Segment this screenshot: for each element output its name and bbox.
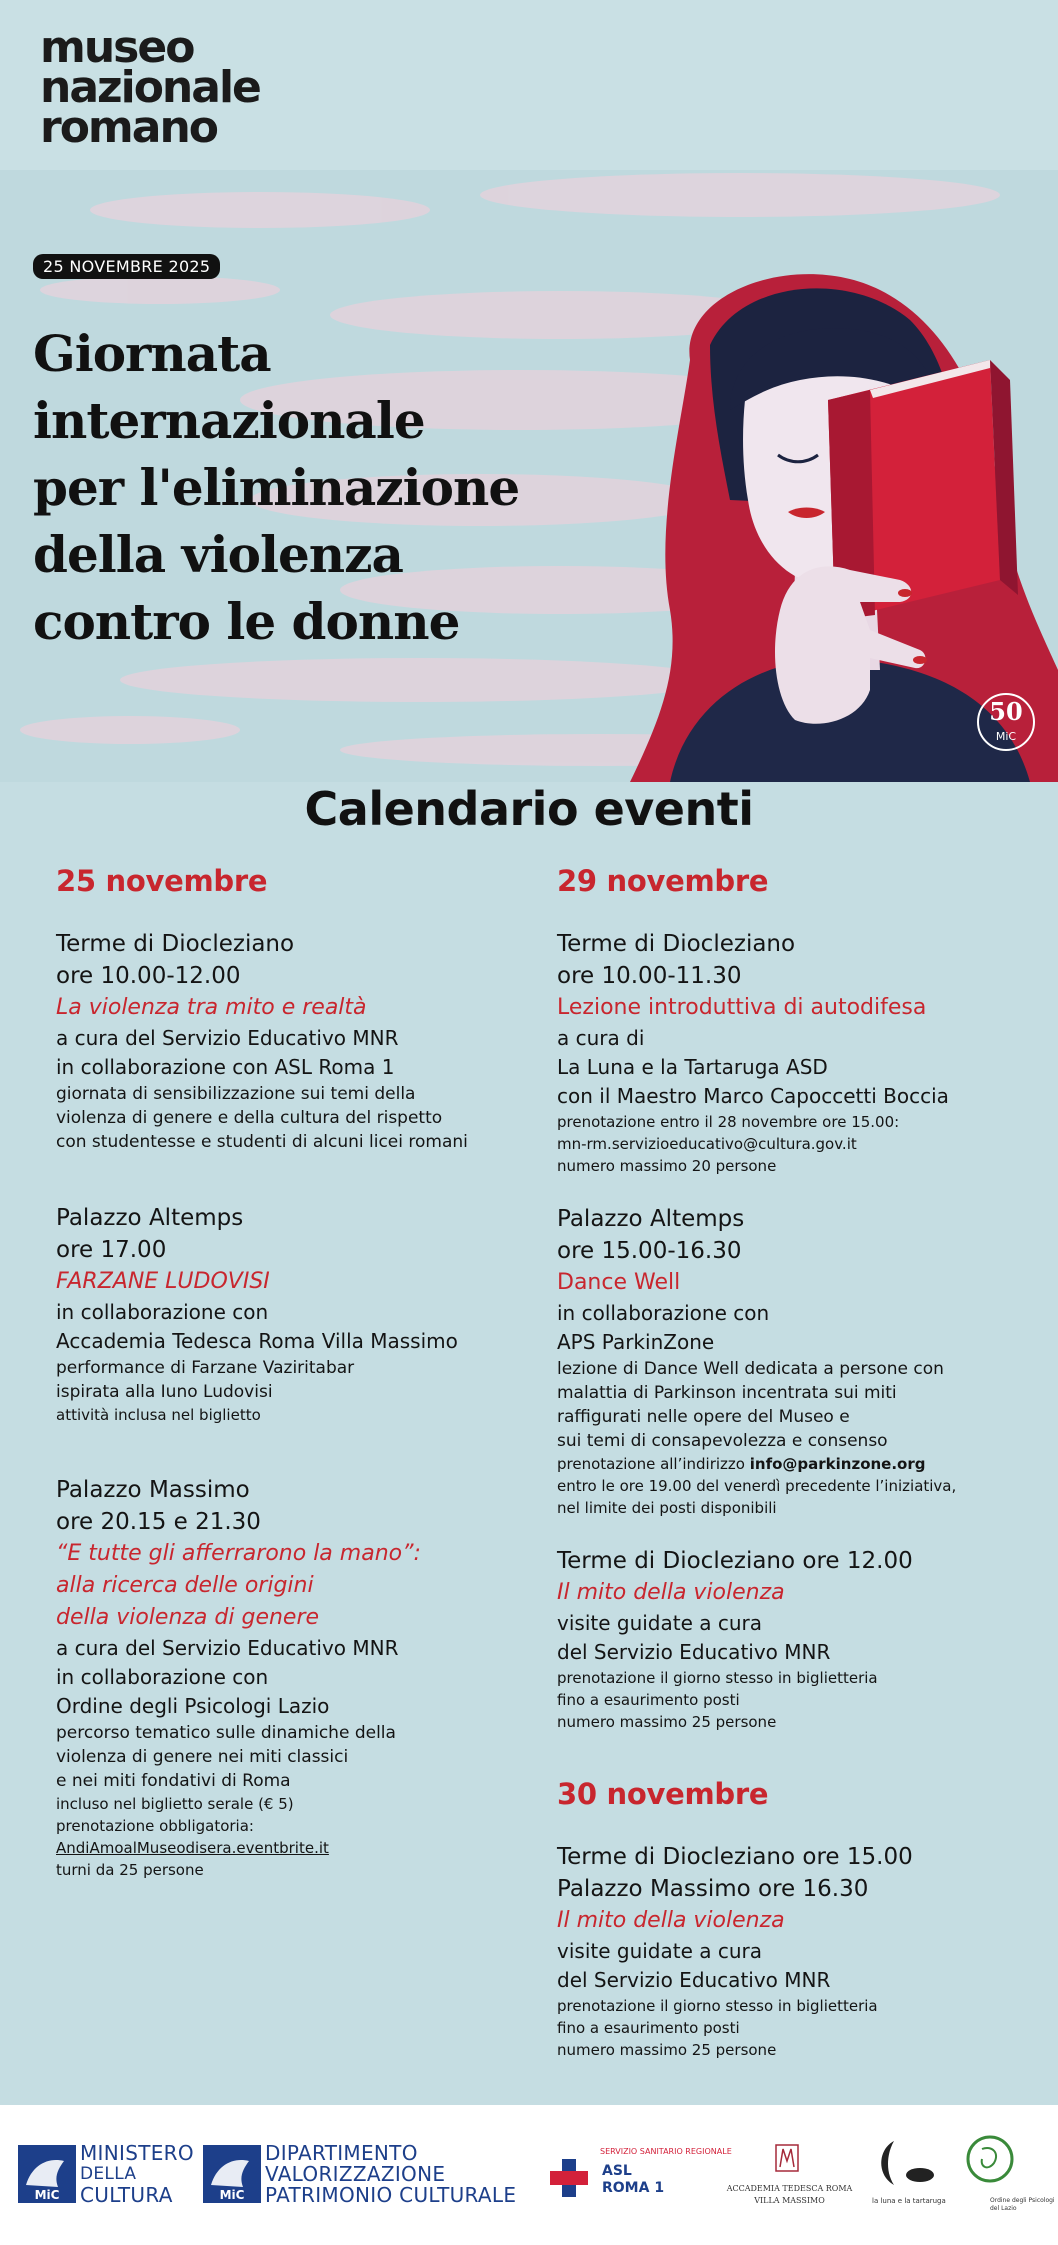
event-block [557,1841,1037,2061]
logo-text-line: DELLA [80,2164,137,2184]
logo-text-line: ASL [602,2163,632,2179]
event-description: con studentesse e studenti di alcuni licei romani [56,1132,468,1152]
event-detail: a cura del Servizio Educativo MNR [56,1636,399,1660]
event-block [56,1474,536,1881]
event-name: “E tutte gli afferrarono la mano”: [56,1541,421,1566]
mic-badge-label: MiC [219,2188,245,2202]
event-detail: in collaborazione con [56,1665,269,1689]
mic-badge-label: MiC [34,2188,60,2202]
logo-text-line: DIPARTIMENTO [265,2141,418,2165]
booking-line [557,1453,1037,1475]
hero-title-line: per l'eliminazione [33,458,520,517]
event-note: prenotazione il giorno stesso in biglietteria [557,1669,878,1687]
logo-text-line: VALORIZZAZIONE [265,2162,446,2186]
event-description: ispirata alla Iuno Ludovisi [56,1382,273,1402]
calendar-right-column [557,864,1037,2061]
day-heading: 25 novembre [56,864,268,898]
event-block [56,1202,536,1426]
event-description: lezione di Dance Well dedicata a persone con [557,1359,944,1379]
event-note: attività inclusa nel biglietto [56,1406,261,1424]
hero-title-line: della violenza [33,525,403,584]
event-detail: visite guidate a cura [557,1611,763,1635]
event-detail: in collaborazione con ASL Roma 1 [56,1055,395,1079]
luna-tartaruga-label: la luna e la tartaruga [872,2197,946,2205]
event-location: Palazzo Massimo [56,1477,250,1503]
museo-logo[interactable] [40,22,260,153]
event-location: Terme di Diocleziano [56,931,295,957]
logo-text-line: CULTURA [80,2183,173,2207]
luna-tartaruga-logo-icon [872,2137,942,2193]
event-note: numero massimo 25 persone [557,1713,777,1731]
event-note: incluso nel biglietto serale (€ 5) [56,1795,294,1813]
event-name: FARZANE LUDOVISI [56,1269,270,1294]
event-location: Terme di Diocleziano [557,931,796,957]
event-description: performance di Farzane Vaziritabar [56,1358,355,1378]
event-note: prenotazione il giorno stesso in biglietteria [557,1997,878,2015]
calendar-left-column [56,864,536,1881]
event-time: ore 17.00 [56,1237,167,1263]
event-date-badge: 25 NOVEMBRE 2025 [33,254,220,279]
event-time: ore 20.15 e 21.30 [56,1509,261,1535]
event-name: Lezione introduttiva di autodifesa [557,995,927,1020]
event-description: violenza di genere nei miti classici [56,1747,349,1767]
event-name: della violenza di genere [56,1605,320,1630]
ordine-psicologi-logo-icon [958,2131,1022,2195]
event-description: malattia di Parkinson incentrata sui miti [557,1383,897,1403]
calendar-title: Calendario eventi [304,782,754,836]
event-note: entro le ore 19.00 del venerdì precedente l’iniziativa, [557,1477,957,1495]
event-detail: a cura di [557,1026,645,1050]
event-detail: del Servizio Educativo MNR [557,1968,831,1992]
logo-line: museo [40,22,194,73]
asl-cross-icon [548,2157,590,2199]
event-time: ore 10.00-11.30 [557,963,742,989]
event-detail: con il Maestro Marco Capoccetti Boccia [557,1084,949,1108]
asl-top-label: SERVIZIO SANITARIO REGIONALE [600,2147,732,2156]
event-note: prenotazione obbligatoria: [56,1817,254,1835]
event-location: Palazzo Massimo ore 16.30 [557,1876,869,1902]
event-name: La violenza tra mito e realtà [56,995,367,1020]
event-detail: visite guidate a cura [557,1939,763,1963]
accademia-label [722,2183,857,2207]
partner-logos-footer [0,2105,1058,2245]
event-note: prenotazione entro il 28 novembre ore 15.00: [557,1113,900,1131]
event-location: Palazzo Altemps [557,1206,745,1232]
logo-text-line: VILLA MASSIMO [754,2196,825,2205]
logo-text-line: PATRIMONIO CULTURALE [265,2183,517,2207]
badge-number: 50 [989,697,1023,726]
eventbrite-link[interactable]: AndiAmoalMuseodisera.eventbrite.it [56,1839,329,1857]
event-note: turni da 25 persone [56,1861,204,1879]
mic-logo-icon[interactable] [18,2145,76,2203]
event-block [557,1203,1037,1519]
event-note: fino a esaurimento posti [557,2019,740,2037]
event-note: numero massimo 20 persone [557,1157,777,1175]
event-note: numero massimo 25 persone [557,2041,777,2059]
event-detail: del Servizio Educativo MNR [557,1640,831,1664]
event-detail: in collaborazione con [557,1301,770,1325]
event-block [557,928,1037,1177]
event-name: Il mito della violenza [557,1580,785,1605]
event-block [557,1545,1037,1733]
accademia-monogram-icon [772,2141,802,2175]
event-detail: Ordine degli Psicologi Lazio [56,1694,330,1718]
mic-dept-logo-icon[interactable] [203,2145,261,2203]
hero-title [33,320,593,655]
header [0,0,1058,170]
event-description: e nei miti fondativi di Roma [56,1771,291,1791]
event-description: violenza di genere e della cultura del rispetto [56,1108,443,1128]
event-location: Terme di Diocleziano ore 15.00 [557,1844,913,1870]
logo-text-line: ACCADEMIA TEDESCA ROMA [726,2184,853,2193]
logo-line: romano [40,102,218,153]
event-detail: La Luna e la Tartaruga ASD [557,1055,828,1079]
event-description: percorso tematico sulle dinamiche della [56,1723,396,1743]
ordine-psicologi-label: Ordine degli Psicologi del Lazio [990,2197,1055,2212]
event-name: Il mito della violenza [557,1908,785,1933]
booking-email-link[interactable]: info@parkinzone.org [749,1455,926,1473]
event-description: giornata di sensibilizzazione sui temi della [56,1084,416,1104]
asl-roma-label [602,2163,664,2197]
event-name: alla ricerca delle origini [56,1573,314,1598]
event-name: Dance Well [557,1270,681,1295]
event-detail: a cura del Servizio Educativo MNR [56,1026,399,1050]
dipartimento-label [265,2143,516,2206]
hero-title-line: Giornata [33,324,271,383]
ministero-cultura-label [80,2143,194,2206]
hero-title-line: contro le donne [33,592,460,651]
hero-title-line: internazionale [33,391,425,450]
event-time: ore 15.00-16.30 [557,1238,742,1264]
woman-reading-illustration [570,250,1058,782]
event-description: sui temi di consapevolezza e consenso [557,1431,888,1451]
event-detail: Accademia Tedesca Roma Villa Massimo [56,1329,458,1353]
logo-text-line: MINISTERO [80,2141,194,2165]
booking-prefix: prenotazione all’indirizzo [557,1455,750,1473]
event-time: ore 10.00-12.00 [56,963,241,989]
event-note: fino a esaurimento posti [557,1691,740,1709]
event-location: Terme di Diocleziano ore 12.00 [557,1548,913,1574]
day-heading: 30 novembre [557,1777,769,1811]
booking-email-link[interactable]: mn-rm.servizioeducativo@cultura.gov.it [557,1135,857,1153]
logo-text-line: ROMA 1 [602,2180,665,2196]
event-detail: APS ParkinZone [557,1330,715,1354]
event-note: nel limite dei posti disponibili [557,1499,777,1517]
event-location: Palazzo Altemps [56,1205,244,1231]
day-heading: 29 novembre [557,864,769,898]
hero-banner [0,170,1058,782]
event-detail: in collaborazione con [56,1300,269,1324]
badge-label: MiC [995,730,1017,743]
event-block [56,928,536,1154]
logo-line: nazionale [40,62,260,113]
event-description: raffigurati nelle opere del Museo e [557,1407,850,1427]
